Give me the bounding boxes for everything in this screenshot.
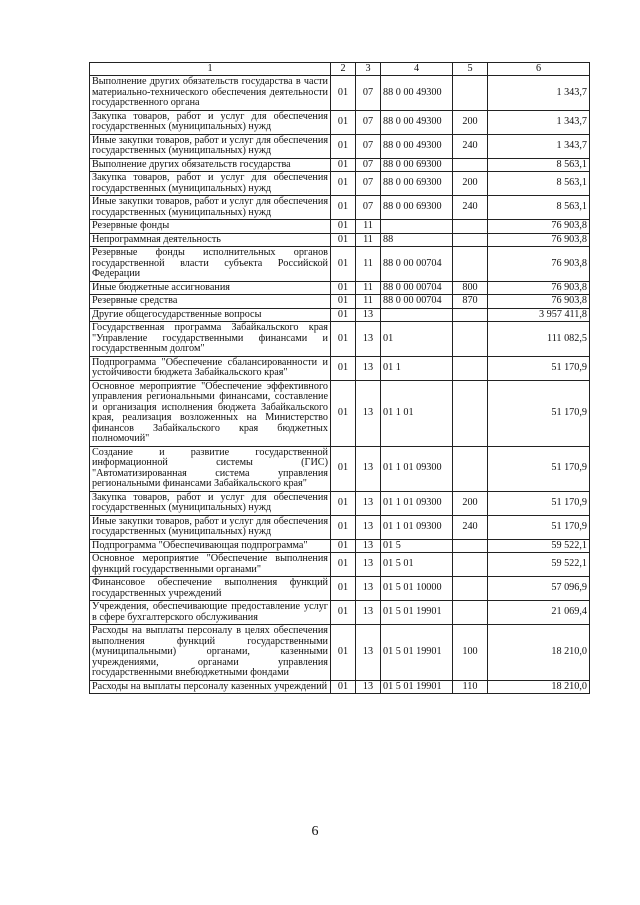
subsection-code: 13: [356, 380, 381, 446]
table-row: [90, 110, 590, 134]
target-article-code: 88 0 00 00704: [381, 295, 453, 309]
amount: 8 563,1: [488, 158, 590, 172]
expense-type-code: 800: [453, 281, 488, 295]
subsection-code: 11: [356, 295, 381, 309]
table-row: [90, 220, 590, 234]
target-article-code: 88 0 00 49300: [381, 76, 453, 111]
table-row: [90, 356, 590, 380]
table-row: [90, 172, 590, 196]
amount: 8 563,1: [488, 172, 590, 196]
amount: 76 903,8: [488, 295, 590, 309]
subsection-code: 13: [356, 322, 381, 357]
amount: 21 069,4: [488, 601, 590, 625]
subsection-code: 13: [356, 553, 381, 577]
target-article-code: 88 0 00 69300: [381, 172, 453, 196]
table-row: [90, 625, 590, 681]
column-header: 3: [356, 63, 381, 76]
table-row: [90, 601, 590, 625]
row-description: Непрограммная деятельность: [90, 233, 331, 247]
expense-type-code: [453, 577, 488, 601]
amount: 51 170,9: [488, 380, 590, 446]
column-header: 4: [381, 63, 453, 76]
section-code: 01: [331, 601, 356, 625]
section-code: 01: [331, 491, 356, 515]
expense-type-code: 200: [453, 491, 488, 515]
row-description: Финансовое обеспечение выполнения функций государственных учреждений: [90, 577, 331, 601]
row-description: Подпрограмма "Обеспечивающая подпрограмма": [90, 539, 331, 553]
target-article-code: [381, 308, 453, 322]
expense-type-code: 240: [453, 196, 488, 220]
expense-type-code: [453, 220, 488, 234]
row-description: Расходы на выплаты персоналу в целях обеспечения выполнения функций государственными (муниципальными) органами, казенными учреждениями, органами управления государственными внебюджетными фондами: [90, 625, 331, 681]
expense-type-code: 870: [453, 295, 488, 309]
target-article-code: 88 0 00 49300: [381, 134, 453, 158]
expense-type-code: [453, 322, 488, 357]
row-description: Государственная программа Забайкальского края "Управление государственными финансами и государственным долгом": [90, 322, 331, 357]
subsection-code: 13: [356, 356, 381, 380]
amount: 18 210,0: [488, 625, 590, 681]
table-row: [90, 134, 590, 158]
table-row: [90, 247, 590, 282]
table-row: [90, 158, 590, 172]
row-description: Другие общегосударственные вопросы: [90, 308, 331, 322]
subsection-code: 07: [356, 158, 381, 172]
expense-type-code: [453, 356, 488, 380]
subsection-code: 13: [356, 308, 381, 322]
expense-type-code: [453, 76, 488, 111]
row-description: Закупка товаров, работ и услуг для обеспечения государственных (муниципальных) нужд: [90, 172, 331, 196]
expense-type-code: [453, 308, 488, 322]
row-description: Расходы на выплаты персоналу казенных учреждений: [90, 680, 331, 694]
budget-table: [89, 62, 590, 694]
table-row: [90, 446, 590, 491]
expense-type-code: [453, 539, 488, 553]
section-code: 01: [331, 196, 356, 220]
section-code: 01: [331, 553, 356, 577]
table-row: [90, 281, 590, 295]
amount: 59 522,1: [488, 553, 590, 577]
section-code: 01: [331, 281, 356, 295]
subsection-code: 11: [356, 247, 381, 282]
subsection-code: 13: [356, 680, 381, 694]
section-code: 01: [331, 322, 356, 357]
table-header-row: [90, 63, 590, 76]
subsection-code: 13: [356, 601, 381, 625]
section-code: 01: [331, 158, 356, 172]
target-article-code: 01 1 01 09300: [381, 446, 453, 491]
subsection-code: 11: [356, 233, 381, 247]
row-description: Учреждения, обеспечивающие предоставление услуг в сфере бухгалтерского обслуживания: [90, 601, 331, 625]
row-description: Иные закупки товаров, работ и услуг для обеспечения государственных (муниципальных) нужд: [90, 196, 331, 220]
section-code: 01: [331, 110, 356, 134]
row-description: Иные закупки товаров, работ и услуг для обеспечения государственных (муниципальных) нужд: [90, 134, 331, 158]
subsection-code: 11: [356, 281, 381, 295]
table-row: [90, 380, 590, 446]
table-row: [90, 322, 590, 357]
target-article-code: 88 0 00 69300: [381, 158, 453, 172]
table-row: [90, 553, 590, 577]
amount: 76 903,8: [488, 233, 590, 247]
amount: 76 903,8: [488, 220, 590, 234]
table-row: [90, 233, 590, 247]
row-description: Резервные фонды исполнительных органов государственной власти субъекта Российской Федерации: [90, 247, 331, 282]
subsection-code: 07: [356, 110, 381, 134]
amount: 8 563,1: [488, 196, 590, 220]
section-code: 01: [331, 577, 356, 601]
section-code: 01: [331, 380, 356, 446]
table-row: [90, 577, 590, 601]
table-row: [90, 308, 590, 322]
section-code: 01: [331, 446, 356, 491]
column-header: 5: [453, 63, 488, 76]
target-article-code: 01 5 01 19901: [381, 680, 453, 694]
row-description: Основное мероприятие "Обеспечение эффективного управления региональными финансами, составление и организация исполнения бюджета Забайкальского края, реализация возложенных на Министерство финансов Забайкальского края бюджетных полномочий": [90, 380, 331, 446]
column-header: 1: [90, 63, 331, 76]
table-body: [90, 76, 590, 694]
target-article-code: 01 1 01 09300: [381, 491, 453, 515]
column-header: 6: [488, 63, 590, 76]
amount: 51 170,9: [488, 515, 590, 539]
amount: 51 170,9: [488, 356, 590, 380]
target-article-code: 88 0 00 49300: [381, 110, 453, 134]
amount: 1 343,7: [488, 76, 590, 111]
section-code: 01: [331, 680, 356, 694]
table-row: [90, 491, 590, 515]
section-code: 01: [331, 76, 356, 111]
expense-type-code: [453, 247, 488, 282]
expense-type-code: [453, 233, 488, 247]
table-row: [90, 76, 590, 111]
amount: 18 210,0: [488, 680, 590, 694]
subsection-code: 13: [356, 577, 381, 601]
amount: 59 522,1: [488, 539, 590, 553]
target-article-code: 01 5 01 10000: [381, 577, 453, 601]
subsection-code: 13: [356, 539, 381, 553]
section-code: 01: [331, 308, 356, 322]
row-description: Выполнение других обязательств государства в части материально-технического обеспечения деятельности государственного органа: [90, 76, 331, 111]
target-article-code: 88: [381, 233, 453, 247]
expense-type-code: 240: [453, 134, 488, 158]
amount: 111 082,5: [488, 322, 590, 357]
expense-type-code: 240: [453, 515, 488, 539]
target-article-code: 01: [381, 322, 453, 357]
expense-type-code: 200: [453, 110, 488, 134]
table-row: [90, 515, 590, 539]
section-code: 01: [331, 295, 356, 309]
target-article-code: 01 5: [381, 539, 453, 553]
expense-type-code: 100: [453, 625, 488, 681]
row-description: Резервные фонды: [90, 220, 331, 234]
expense-type-code: [453, 158, 488, 172]
subsection-code: 07: [356, 76, 381, 111]
subsection-code: 13: [356, 515, 381, 539]
subsection-code: 11: [356, 220, 381, 234]
row-description: Иные закупки товаров, работ и услуг для обеспечения государственных (муниципальных) нужд: [90, 515, 331, 539]
target-article-code: 01 1 01 09300: [381, 515, 453, 539]
table-row: [90, 295, 590, 309]
section-code: 01: [331, 134, 356, 158]
row-description: Резервные средства: [90, 295, 331, 309]
subsection-code: 13: [356, 625, 381, 681]
target-article-code: 01 5 01: [381, 553, 453, 577]
expense-type-code: 110: [453, 680, 488, 694]
amount: 51 170,9: [488, 491, 590, 515]
expense-type-code: [453, 601, 488, 625]
row-description: Основное мероприятие "Обеспечение выполнения функций государственными органами": [90, 553, 331, 577]
section-code: 01: [331, 247, 356, 282]
amount: 76 903,8: [488, 281, 590, 295]
row-description: Закупка товаров, работ и услуг для обеспечения государственных (муниципальных) нужд: [90, 491, 331, 515]
amount: 1 343,7: [488, 134, 590, 158]
row-description: Выполнение других обязательств государства: [90, 158, 331, 172]
section-code: 01: [331, 625, 356, 681]
expense-type-code: [453, 380, 488, 446]
section-code: 01: [331, 172, 356, 196]
row-description: Закупка товаров, работ и услуг для обеспечения государственных (муниципальных) нужд: [90, 110, 331, 134]
row-description: Иные бюджетные ассигнования: [90, 281, 331, 295]
section-code: 01: [331, 515, 356, 539]
section-code: 01: [331, 233, 356, 247]
target-article-code: 88 0 00 00704: [381, 281, 453, 295]
row-description: Подпрограмма "Обеспечение сбалансированности и устойчивости бюджета Забайкальского края": [90, 356, 331, 380]
target-article-code: [381, 220, 453, 234]
table-row: [90, 539, 590, 553]
target-article-code: 01 5 01 19901: [381, 601, 453, 625]
target-article-code: 01 1 01: [381, 380, 453, 446]
column-header: 2: [331, 63, 356, 76]
amount: 51 170,9: [488, 446, 590, 491]
amount: 57 096,9: [488, 577, 590, 601]
table-row: [90, 196, 590, 220]
section-code: 01: [331, 539, 356, 553]
subsection-code: 07: [356, 196, 381, 220]
target-article-code: 01 1: [381, 356, 453, 380]
table-row: [90, 680, 590, 694]
amount: 3 957 411,8: [488, 308, 590, 322]
expense-type-code: [453, 446, 488, 491]
page-number: 6: [311, 824, 319, 839]
target-article-code: 01 5 01 19901: [381, 625, 453, 681]
section-code: 01: [331, 356, 356, 380]
target-article-code: 88 0 00 00704: [381, 247, 453, 282]
row-description: Создание и развитие государственной информационной системы (ГИС) "Автоматизированная система управления региональными финансами Забайкальского края": [90, 446, 331, 491]
section-code: 01: [331, 220, 356, 234]
amount: 1 343,7: [488, 110, 590, 134]
amount: 76 903,8: [488, 247, 590, 282]
subsection-code: 07: [356, 172, 381, 196]
expense-type-code: [453, 553, 488, 577]
target-article-code: 88 0 00 69300: [381, 196, 453, 220]
subsection-code: 07: [356, 134, 381, 158]
subsection-code: 13: [356, 446, 381, 491]
expense-type-code: 200: [453, 172, 488, 196]
subsection-code: 13: [356, 491, 381, 515]
